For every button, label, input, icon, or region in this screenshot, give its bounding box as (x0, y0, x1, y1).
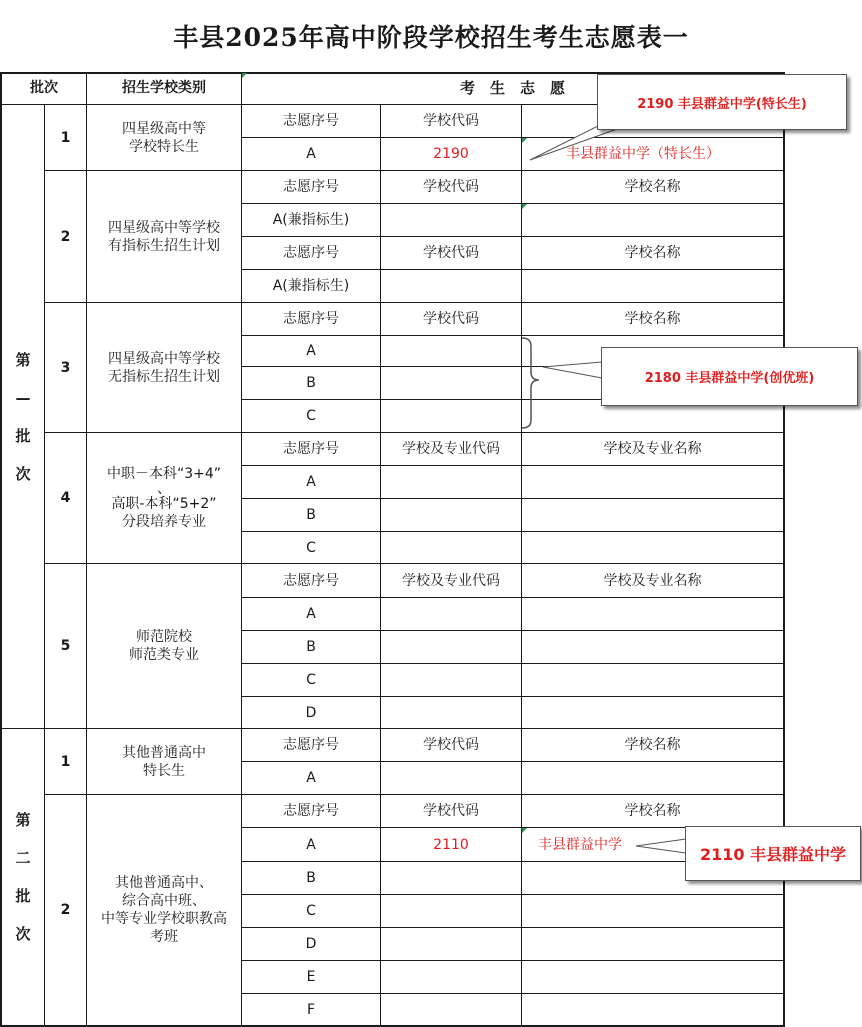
callout-box: 2180 丰县群益中学(创优班) (601, 347, 858, 406)
col-header-seq: 志愿序号 (283, 803, 339, 819)
group-number: 1 (60, 129, 71, 146)
col-header-seq: 志愿序号 (283, 441, 339, 457)
col-header-name: 学校名称 (624, 737, 681, 753)
school-name-field[interactable]: 丰县群益中学（特长生） (566, 146, 720, 162)
col-header-seq: 志愿序号 (283, 113, 339, 129)
wish-seq: B (306, 375, 316, 391)
batch-char: 次 (15, 925, 31, 943)
category-line: 无指标生招生计划 (108, 368, 220, 385)
batch-char: 二 (15, 849, 31, 867)
callout-pointer-1 (530, 126, 620, 160)
header-category: 招生学校类别 (122, 80, 206, 96)
header-batch: 批次 (30, 80, 58, 96)
wish-seq: A (306, 474, 316, 490)
category-line: 中等专业学校职教高 (101, 911, 227, 927)
batch-char: 批 (15, 426, 31, 445)
col-header-code: 学校代码 (423, 311, 479, 327)
col-header-seq: 志愿序号 (283, 179, 339, 195)
col-header-code: 学校代码 (423, 803, 479, 819)
brace-bracket (522, 338, 539, 428)
col-header-name: 学校名称 (624, 311, 681, 327)
callout-pointer-3 (636, 839, 686, 853)
col-header-seq: 志愿序号 (283, 737, 339, 753)
group-number: 3 (60, 359, 71, 376)
wish-seq: D (305, 704, 317, 721)
category-line: 其他普通高中 (122, 744, 206, 761)
category-line: 、 (157, 481, 171, 497)
callout-box: 2190 丰县群益中学(特长生) (597, 74, 847, 130)
category-line: 四星级高中等学校 (108, 350, 220, 367)
page-title: 丰县2025年高中阶段学校招生考生志愿表一 (173, 23, 689, 52)
group-number: 1 (60, 753, 71, 770)
batch-char: 第 (15, 811, 31, 829)
category-line: 综合高中班、 (122, 893, 206, 909)
category-line: 师范类专业 (129, 647, 199, 663)
group-number: 5 (60, 638, 71, 654)
wish-seq: A (306, 343, 316, 359)
category-line: 分段培养专业 (122, 514, 206, 530)
category-line: 中职－本科“3+4” (106, 466, 222, 482)
col-header-name: 学校名称 (624, 179, 681, 195)
callout-box: 2110 丰县群益中学 (685, 826, 861, 881)
col-header-seq: 志愿序号 (283, 311, 339, 327)
header-wish: 考 生 志 愿 (459, 79, 565, 97)
category-line: 考班 (150, 929, 178, 945)
wish-seq: C (306, 408, 316, 424)
col-header-major-code: 学校及专业代码 (402, 572, 500, 589)
col-header-major-name: 学校及专业名称 (603, 441, 702, 457)
category-line: 有指标生招生计划 (108, 237, 220, 254)
col-header-seq: 志愿序号 (283, 572, 339, 589)
category-line: 学校特长生 (129, 138, 199, 155)
school-code-field[interactable]: 2190 (433, 146, 469, 162)
batch-char: 第 (15, 350, 31, 369)
group-number: 2 (60, 902, 71, 918)
wish-seq: C (306, 903, 316, 919)
wish-seq: B (306, 507, 316, 523)
col-header-seq: 志愿序号 (283, 245, 339, 261)
col-header-major-name: 学校及专业名称 (603, 572, 702, 589)
category-line: 其他普通高中、 (115, 875, 213, 891)
wish-seq: B (306, 870, 316, 886)
batch-char: — (15, 388, 31, 407)
wish-seq: D (305, 936, 317, 952)
wish-seq: C (306, 539, 316, 556)
wish-seq: A (306, 770, 316, 786)
category-line: 特长生 (143, 762, 185, 779)
category-line: 师范院校 (136, 629, 192, 645)
category-line: 四星级高中等 (122, 120, 206, 137)
school-code-field[interactable]: 2110 (433, 836, 469, 853)
school-name-field[interactable]: 丰县群益中学 (538, 836, 622, 853)
group-number: 4 (60, 490, 71, 506)
wish-seq: A (306, 606, 316, 622)
batch-char: 次 (15, 464, 31, 483)
col-header-name: 学校名称 (624, 245, 681, 261)
wish-seq: F (306, 1001, 316, 1018)
wish-seq: B (306, 639, 316, 655)
wish-seq: A(兼指标生) (272, 278, 350, 294)
col-header-code: 学校代码 (423, 245, 479, 261)
wish-seq: A (306, 146, 316, 162)
wish-seq: C (306, 672, 316, 688)
category-line: 四星级高中等学校 (108, 219, 220, 236)
group-number: 2 (60, 228, 71, 245)
batch-char: 批 (15, 887, 31, 905)
col-header-major-code: 学校及专业代码 (402, 441, 500, 457)
col-header-code: 学校代码 (423, 179, 479, 195)
col-header-name: 学校名称 (624, 803, 681, 819)
callout-pointer-2 (543, 362, 602, 378)
category-line: 高职-本科“5+2” (111, 496, 217, 512)
wish-seq: A(兼指标生) (272, 212, 350, 228)
wish-seq: A (306, 836, 316, 853)
col-header-code: 学校代码 (423, 737, 479, 753)
wish-seq: E (306, 969, 316, 985)
col-header-code: 学校代码 (423, 113, 479, 129)
